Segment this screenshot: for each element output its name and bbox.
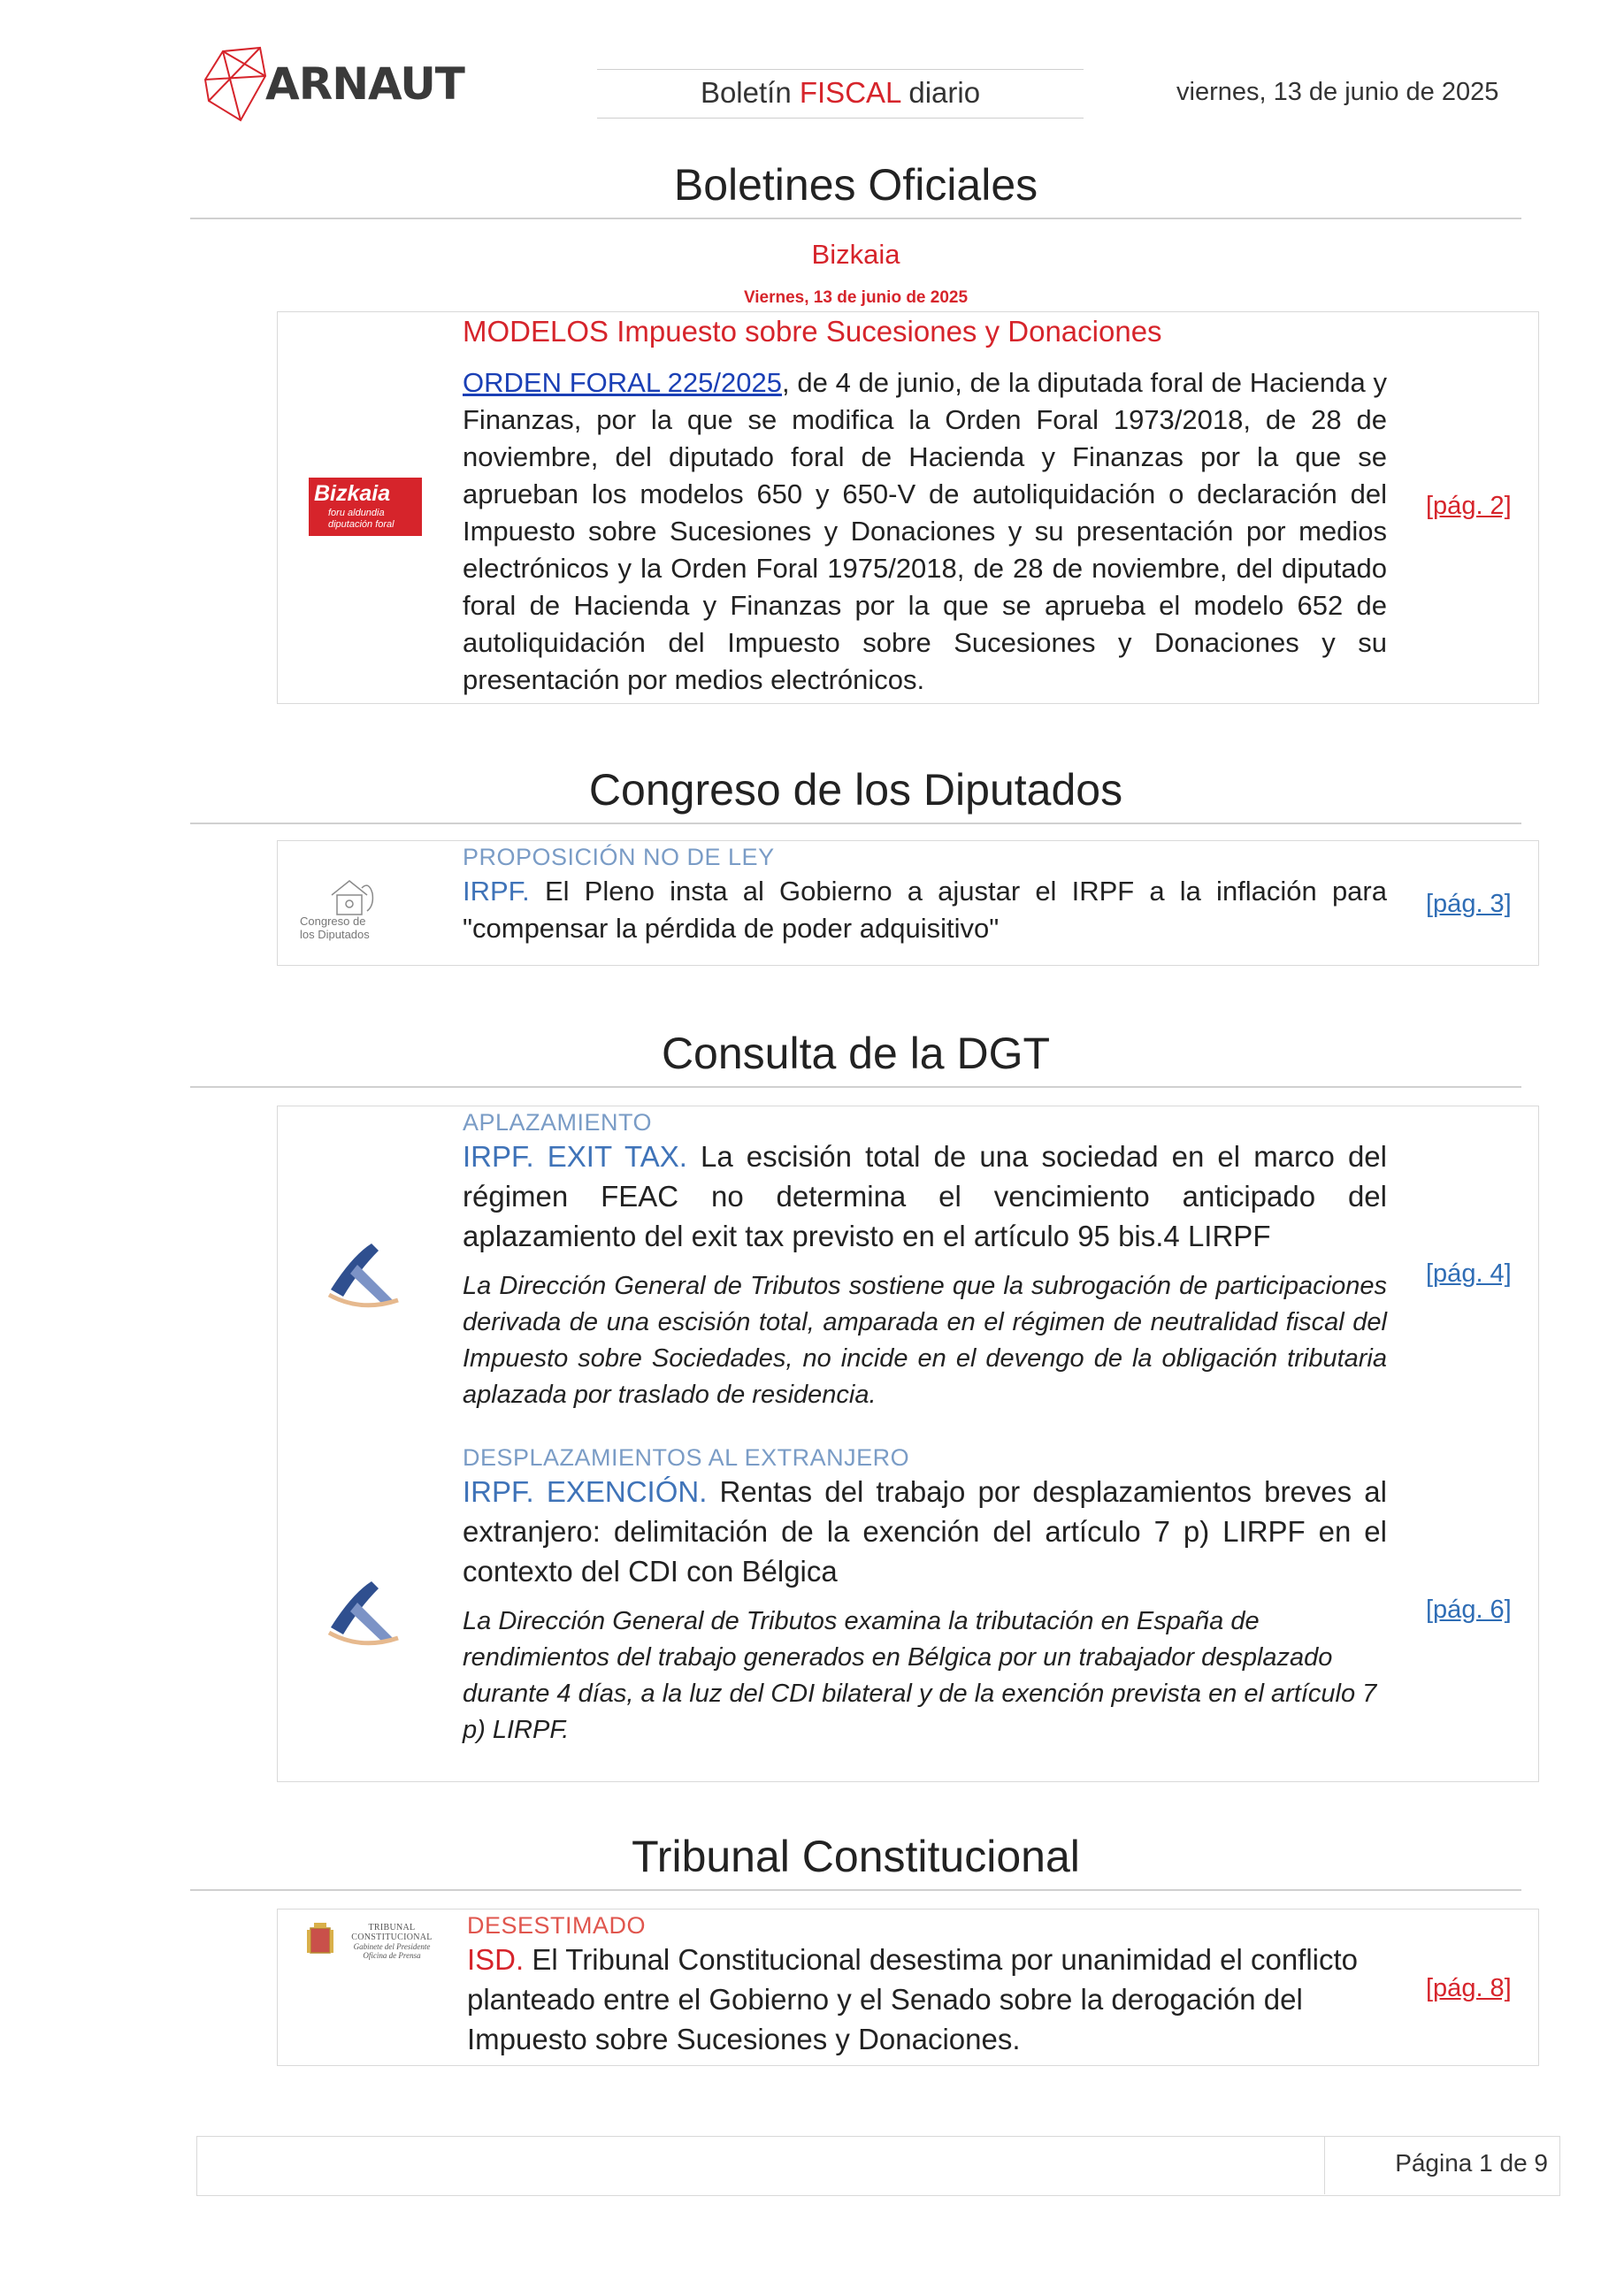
page-number: Página 1 de 9 (1395, 2149, 1548, 2177)
section-divider (190, 1889, 1521, 1891)
dgt-item-2 (463, 1444, 1387, 1749)
item-text: IRPF. EXENCIÓN. Rentas del trabajo por desplazamientos breves al extranjero: delimitación de la exención del artículo 7 p) LIRPF en el contexto del CDI con Bélgica (463, 1475, 1387, 1588)
item-text: IRPF. El Pleno insta al Gobierno a ajustar el IRPF a la inflación para "compensar la pérdida de poder adquisitivo" (463, 876, 1387, 944)
section-title-tc: Tribunal Constitucional (632, 1832, 1080, 1881)
item-category: APLAZAMIENTO (463, 1109, 653, 1136)
congreso-content (463, 844, 1387, 947)
section-divider (190, 1086, 1521, 1088)
page-link[interactable]: [pág. 3] (1426, 890, 1512, 918)
dgt-item-1 (463, 1109, 1387, 1413)
header-date: viernes, 13 de junio de 2025 (1176, 78, 1499, 106)
page-link[interactable]: [pág. 8] (1426, 1974, 1512, 2002)
item-category: DESESTIMADO (467, 1912, 647, 1939)
region-date: Viernes, 13 de junio de 2025 (743, 288, 969, 307)
section-title-dgt: Consulta de la DGT (661, 1029, 1051, 1078)
tc-logo: TRIBUNAL CONSTITUCIONAL Gabinete del Presidente Oficina de Prensa (277, 1909, 454, 2064)
item-summary: La Dirección General de Tributos examina la tributación en España de rendimientos del trabajo generados en Bélgica por un trabajador desplazado durante 4 días, a la luz del CDI bilateral y de la exención prevista en el artículo 7 p) LIRPF. (463, 1607, 1377, 1744)
section-title-boletines: Boletines Oficiales (673, 160, 1038, 210)
aeat-logo (277, 1442, 454, 1778)
section-title-congreso: Congreso de los Diputados (588, 765, 1123, 815)
section-divider (190, 218, 1521, 219)
bizkaia-logo: Bizkaia foru aldundia diputación foral (277, 311, 454, 702)
congreso-logo: Congreso de los Diputados (277, 840, 454, 964)
orden-foral-link[interactable]: ORDEN FORAL 225/2025 (463, 367, 782, 398)
bulletin-item-text: ORDEN FORAL 225/2025, de 4 de junio, de la diputada foral de Hacienda y Finanzas, por la que se modifica la Orden Foral 1973/2018, de 28 de noviembre, del diputado foral de Hacienda y Finanzas por la que se aprueban los modelos 650 y 650-V de autoliquidación o declaración del Impuesto sobre Sucesiones y Donaciones y su presentación por medios electrónicos y la Orden Foral 1975/2018, de 28 de noviembre, del diputado foral de Hacienda y Finanzas por la que se aprueba el modelo 652 de autoliquidación del Impuesto sobre Sucesiones y Donaciones y su presentación por medios electrónicos. (463, 367, 1387, 695)
brand-name: ARNAUT (265, 58, 464, 110)
bulletin-item-title: MODELOS Impuesto sobre Sucesiones y Donaciones (463, 315, 1162, 348)
item-summary: La Dirección General de Tributos sostiene que la subrogación de participaciones derivada de una escisión total, amparada en el régimen de neutralidad fiscal del Impuesto sobre Sociedades, no incide en el devengo de la obligación tributaria aplazada por traslado de residencia. (463, 1272, 1387, 1409)
item-category: PROPOSICIÓN NO DE LEY (463, 844, 775, 870)
item-category: DESPLAZAMIENTOS AL EXTRANJERO (463, 1444, 910, 1471)
page-link[interactable]: [pág. 2] (1426, 492, 1512, 520)
bulletin-title: Boletín FISCAL diario (700, 76, 981, 109)
section-divider (190, 823, 1521, 824)
item-text: ISD. El Tribunal Constitucional desestima por unanimidad el conflicto planteado entre el Gobierno y el Senado sobre la derogación del Impuesto sobre Sucesiones y Donaciones. (467, 1943, 1359, 2055)
page-link[interactable]: [pág. 4] (1426, 1259, 1512, 1288)
item-text: IRPF. EXIT TAX. La escisión total de una sociedad en el marco del régimen FEAC no determina el vencimiento anticipado del aplazamiento del exit tax previsto en el artículo 95 bis.4 LIRPF (463, 1140, 1387, 1252)
aeat-emblem-icon (326, 1238, 405, 1309)
region-heading: Bizkaia (811, 239, 900, 270)
tc-crest-icon (305, 1921, 335, 1960)
footer-divider (1324, 2136, 1325, 2194)
page-link[interactable]: [pág. 6] (1426, 1596, 1512, 1624)
aeat-emblem-icon (326, 1576, 405, 1647)
tc-content (467, 1912, 1383, 2059)
bulletin-content (463, 315, 1387, 699)
aeat-logo (277, 1106, 454, 1442)
